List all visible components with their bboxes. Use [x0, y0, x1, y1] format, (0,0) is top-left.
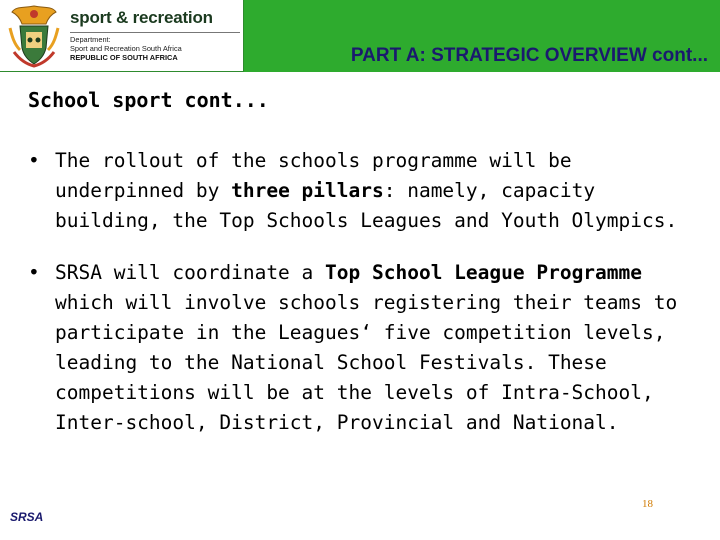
logo-brand: sport & recreation: [70, 8, 213, 27]
bullet-item: [28, 146, 708, 236]
slide-title: School sport cont...: [28, 88, 269, 112]
logo-divider: [70, 32, 240, 33]
header-title: PART A: STRATEGIC OVERVIEW cont...: [350, 45, 708, 66]
bullet-emphasis: Top School League Programme: [325, 261, 643, 284]
page-number: 18: [642, 498, 653, 510]
bullet-list: [28, 146, 708, 438]
bullet-text: : namely, capacity building, the Top Schools Leagues and Youth Olympics.: [55, 179, 678, 232]
logo-dept-label: Department:: [70, 35, 111, 44]
logo-dept-name: Sport and Recreation South Africa: [70, 43, 182, 53]
footer-label: SRSA: [10, 510, 44, 524]
bullet-item: [28, 258, 708, 438]
bullet-text: which will involve schools registering their teams to participate in the Leagues‘ five competition levels, leading to the National School Festivals. These competitions will be at the levels of Intra-School, Inter-school, District, Provincial and National.: [55, 291, 678, 434]
bullet-text: The rollout of the schools programme will be underpinned by: [55, 149, 572, 202]
logo-country: REPUBLIC OF SOUTH AFRICA: [70, 53, 178, 63]
header-bar: [244, 0, 720, 72]
logo-text: [70, 8, 240, 62]
department-logo: [0, 0, 244, 72]
bullet-emphasis: three pillars: [231, 179, 384, 202]
bullet-text: SRSA will coordinate a: [55, 261, 326, 284]
coat-of-arms-icon: [6, 2, 62, 68]
bullet-icon: •: [28, 261, 40, 284]
bullet-icon: •: [28, 149, 40, 172]
